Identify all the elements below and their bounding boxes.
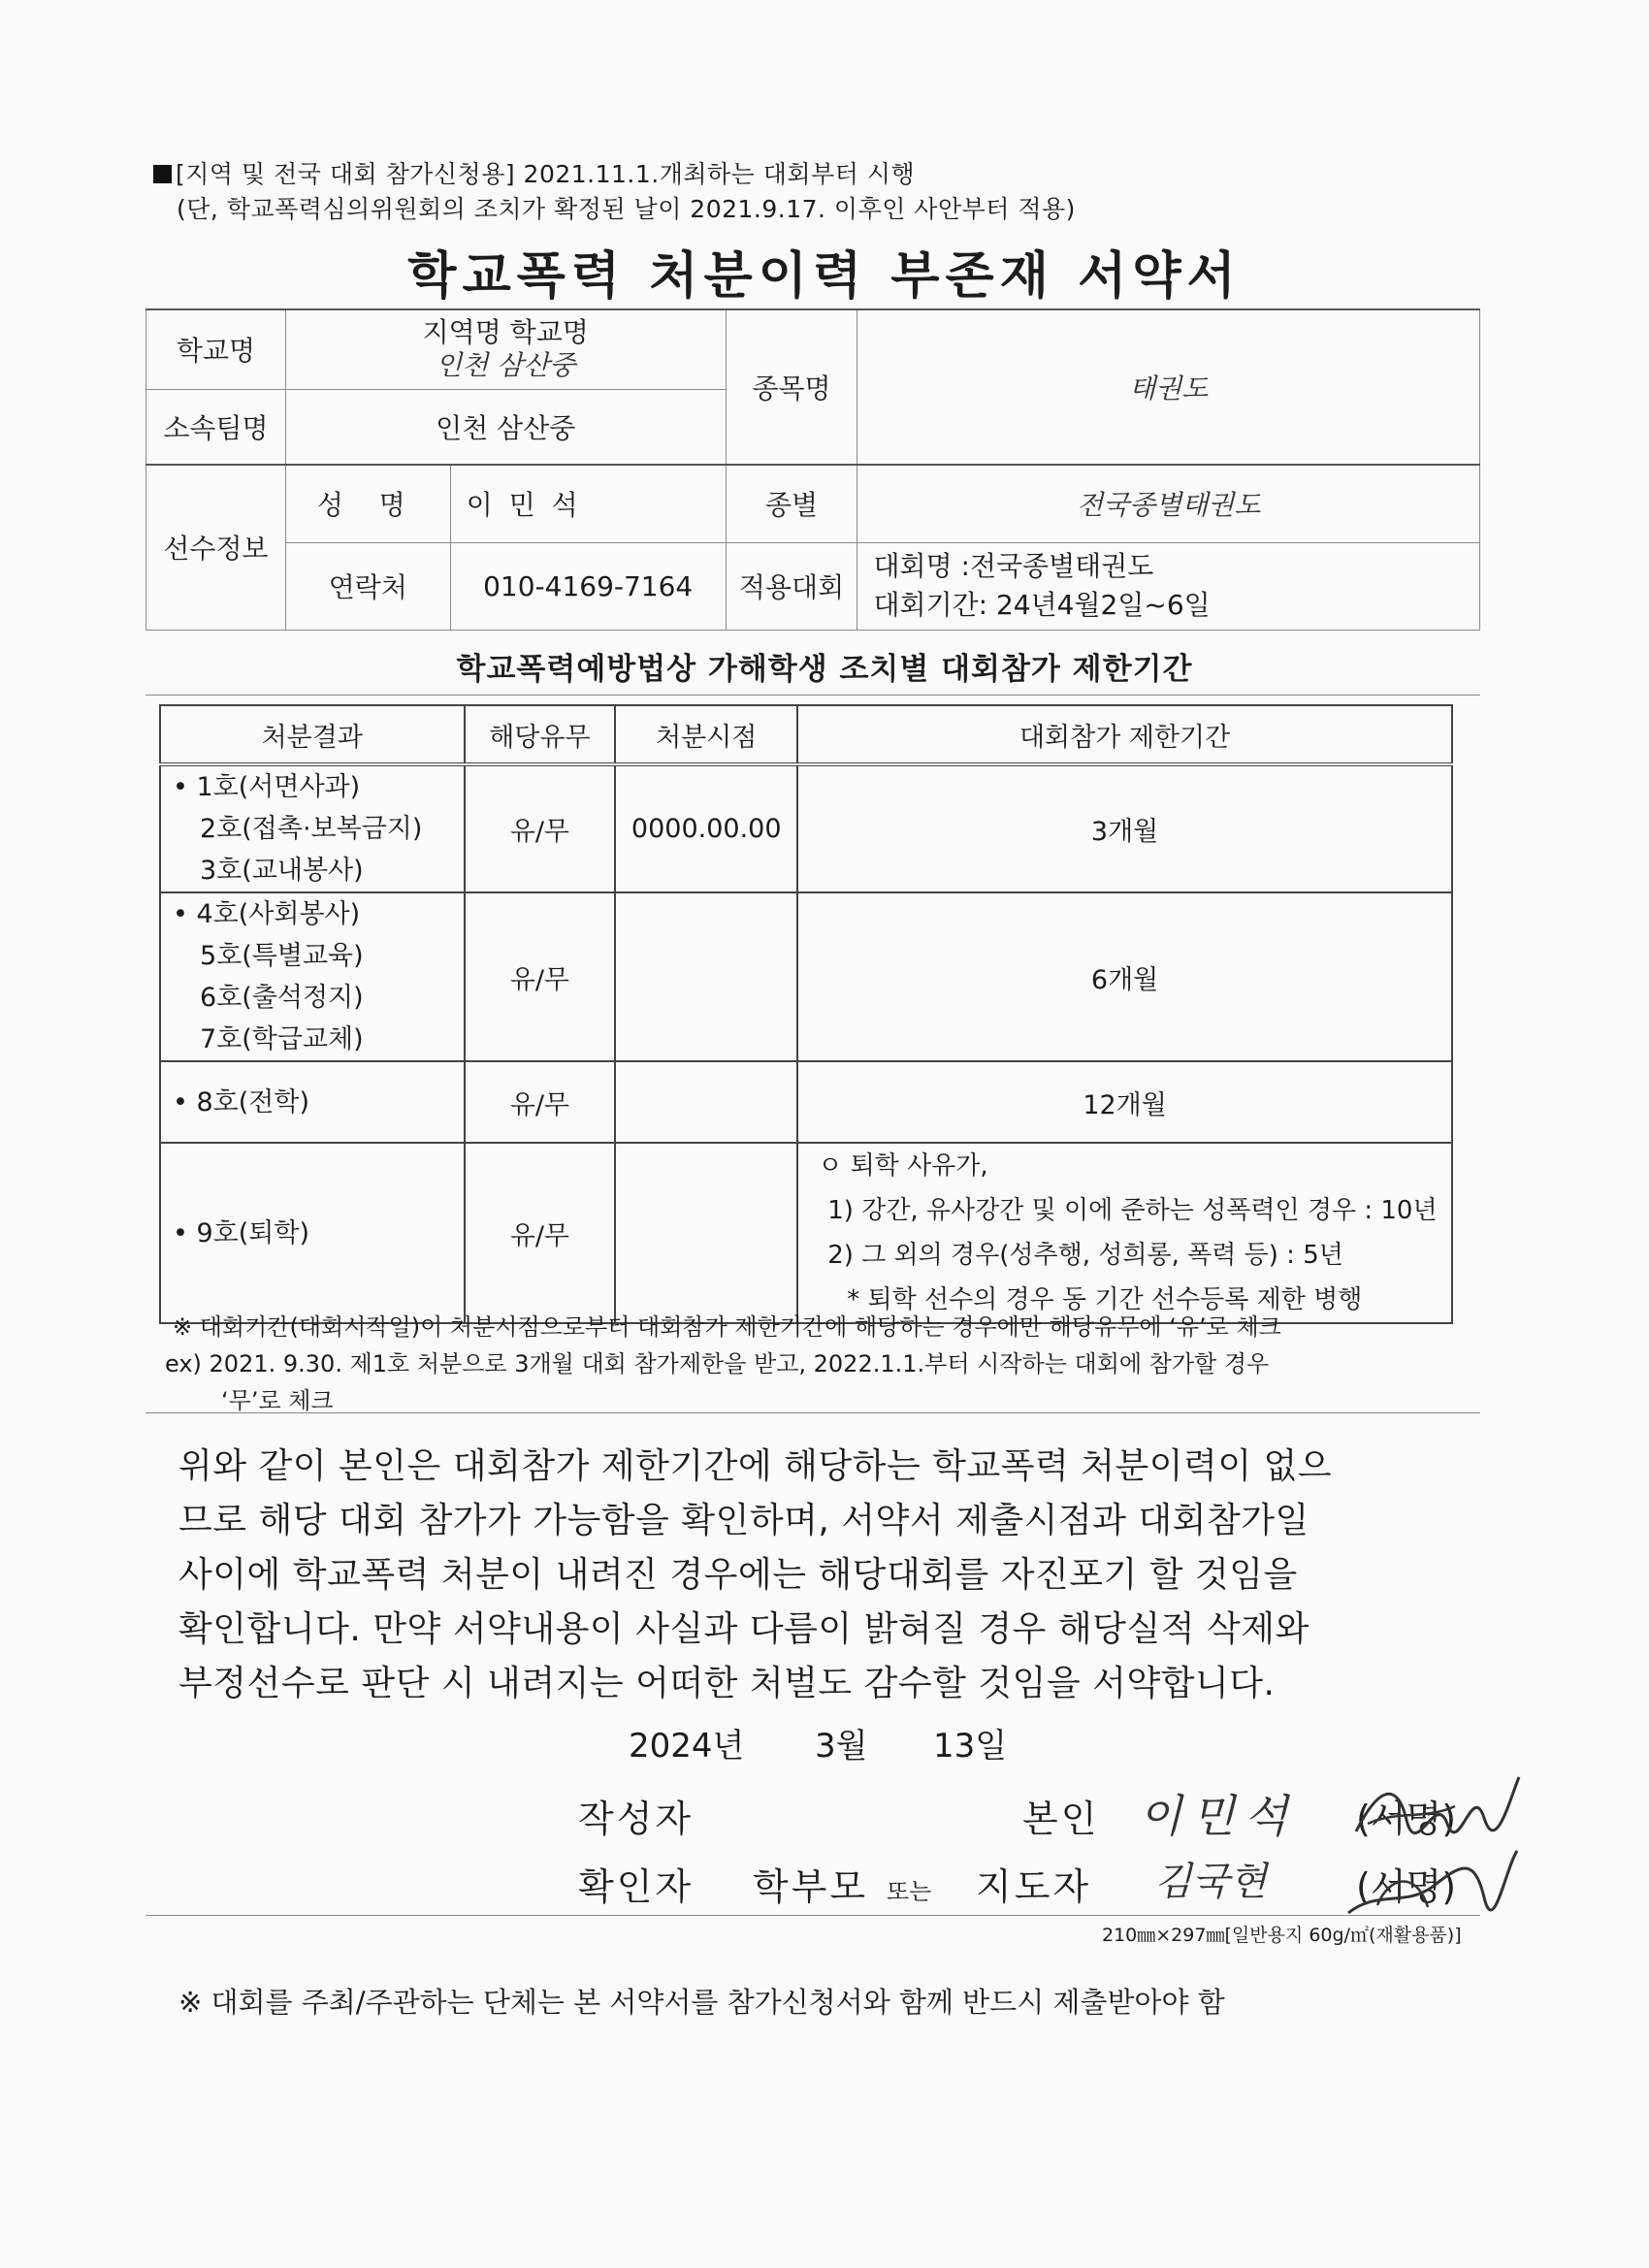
self-handwritten-name: 이민석 (1139, 1790, 1298, 1842)
name-value: 이 민 석 (450, 465, 726, 542)
note-1: ※ 대회기간(대회시작일)이 처분시점으로부터 대회참가 제한기간에 해당하는 경우에만 해당유무에 ‘유’로 체크 (173, 1313, 1281, 1341)
date-cell (615, 1143, 797, 1323)
self-label: 본인 (1022, 1798, 1100, 1840)
footer-note: ※ 대회를 주최/주관하는 단체는 본 서약서를 참가신청서와 함께 반드시 제출받아야 함 (178, 1986, 1225, 2019)
event-label: 종목명 (726, 309, 857, 465)
coach-handwritten-name: 김국현 (1154, 1860, 1267, 1904)
player-info-label: 선수정보 (146, 465, 286, 630)
confirm-label: 확인자 (578, 1865, 695, 1908)
name-label: 성 명 (285, 465, 450, 542)
applicable-cell: 유/무 (465, 1061, 616, 1143)
table-row (160, 892, 1452, 1061)
note-3: ‘무’로 체크 (221, 1387, 334, 1414)
applicable-cell: 유/무 (465, 764, 616, 892)
school-caption: 지역명 학교명 (422, 316, 589, 349)
result-cell: • 1호(서면사과) 2호(접촉·보복금지) 3호(교내봉사) (160, 764, 465, 892)
period-cell: 6개월 (797, 892, 1452, 1061)
parent-label: 학부모 (753, 1865, 869, 1908)
col-header-result: 처분결과 (160, 705, 465, 764)
writer-label: 작성자 (578, 1798, 695, 1840)
self-sign-mark: (서명) (1356, 1798, 1457, 1840)
result-cell: • 9호(퇴학) (160, 1143, 465, 1323)
restriction-subtitle: 학교폭력예방법상 가해학생 조치별 대회참가 제한기간 (456, 652, 1193, 687)
date-cell (615, 892, 797, 1061)
divider (146, 1915, 1480, 1916)
table-row (160, 764, 1452, 892)
school-cell (285, 309, 726, 389)
header-line-1: [지역 및 전국 대회 참가신청용] 2021.11.1.개최하는 대회부터 시행 (153, 155, 915, 190)
col-header-applicable: 해당유무 (465, 705, 616, 764)
date-cell: 0000.00.00 (615, 764, 797, 892)
competition-period: 대회기간: 24년4월2일~6일 (873, 589, 1211, 621)
competition-name: 대회명 :전국종별태권도 (873, 550, 1154, 582)
restriction-table (159, 704, 1453, 1324)
category-value: 전국종별태권도 (857, 465, 1480, 542)
table-row (160, 1143, 1452, 1323)
team-value: 인천 삼산중 (285, 389, 726, 465)
note-2: ex) 2021. 9.30. 제1호 처분으로 3개월 대회 참가제한을 받고, 2022.1.1.부터 시작하는 대회에 참가할 경우 (165, 1350, 1270, 1377)
date-cell (615, 1061, 797, 1143)
period-cell: 3개월 (797, 764, 1452, 892)
square-bullet-icon (153, 165, 172, 183)
competition-cell (857, 542, 1480, 630)
header-line-2: (단, 학교폭력심의위원회의 조치가 확정된 날이 2021.9.17. 이후인 사안부터 적용) (177, 195, 1076, 223)
applicable-cell: 유/무 (465, 892, 616, 1061)
event-value: 태권도 (857, 309, 1480, 465)
handwritten-signature-icon (1339, 1762, 1533, 1936)
period-cell: ㅇ 퇴학 사유가, 1) 강간, 유사강간 및 이에 준하는 성폭력인 경우 : 10년 2) 그 외의 경우(성추행, 성희롱, 폭력 등) : 5년 * 퇴학 선수의 경우 동 기간 선수등록 제한 병행 (797, 1143, 1452, 1323)
result-cell: • 4호(사회봉사) 5호(특별교육) 6호(출석정지) 7호(학급교체) (160, 892, 465, 1061)
date-year: 2024년 (629, 1727, 745, 1766)
applicable-cell: 유/무 (465, 1143, 616, 1323)
contact-label: 연락처 (285, 542, 450, 630)
pledge-text: 위와 같이 본인은 대회참가 제한기간에 해당하는 학교폭력 처분이력이 없으 므로 해당 대회 참가가 가능함을 확인하며, 서약서 제출시점과 대회참가일 사이에 학교폭력 처분이 내려진 경우에는 해당대회를 자진포기 할 것임을 확인합니다. 만약 서약내용이 사실과 다름이 밝혀질 경우 해당실적 삭제와 부정선수로 판단 시 내려지는 어떠한 처벌도 감수할 것임을 서약합니다. (178, 1446, 1333, 1703)
team-label: 소속팀명 (146, 389, 286, 465)
coach-label: 지도자 (976, 1865, 1092, 1908)
document-title: 학교폭력 처분이력 부존재 서약서 (407, 247, 1242, 306)
school-label: 학교명 (146, 309, 286, 389)
info-table (146, 308, 1480, 631)
contact-value: 010-4169-7164 (450, 542, 726, 630)
date-day: 13일 (933, 1727, 1008, 1766)
col-header-date: 처분시점 (615, 705, 797, 764)
date-month: 3월 (815, 1727, 868, 1766)
period-cell: 12개월 (797, 1061, 1452, 1143)
school-value: 인천 삼산중 (436, 349, 576, 382)
category-label: 종별 (726, 465, 857, 542)
divider (146, 1412, 1480, 1413)
or-label: 또는 (887, 1878, 932, 1905)
competition-label: 적용대회 (726, 542, 857, 630)
paper-spec: 210㎜×297㎜[일반용지 60g/㎡(재활용품)] (1102, 1925, 1462, 1946)
coach-sign-mark: (서명) (1356, 1865, 1457, 1908)
divider (146, 695, 1480, 696)
table-row (160, 1061, 1452, 1143)
result-cell: • 8호(전학) (160, 1061, 465, 1143)
col-header-period: 대회참가 제한기간 (797, 705, 1452, 764)
